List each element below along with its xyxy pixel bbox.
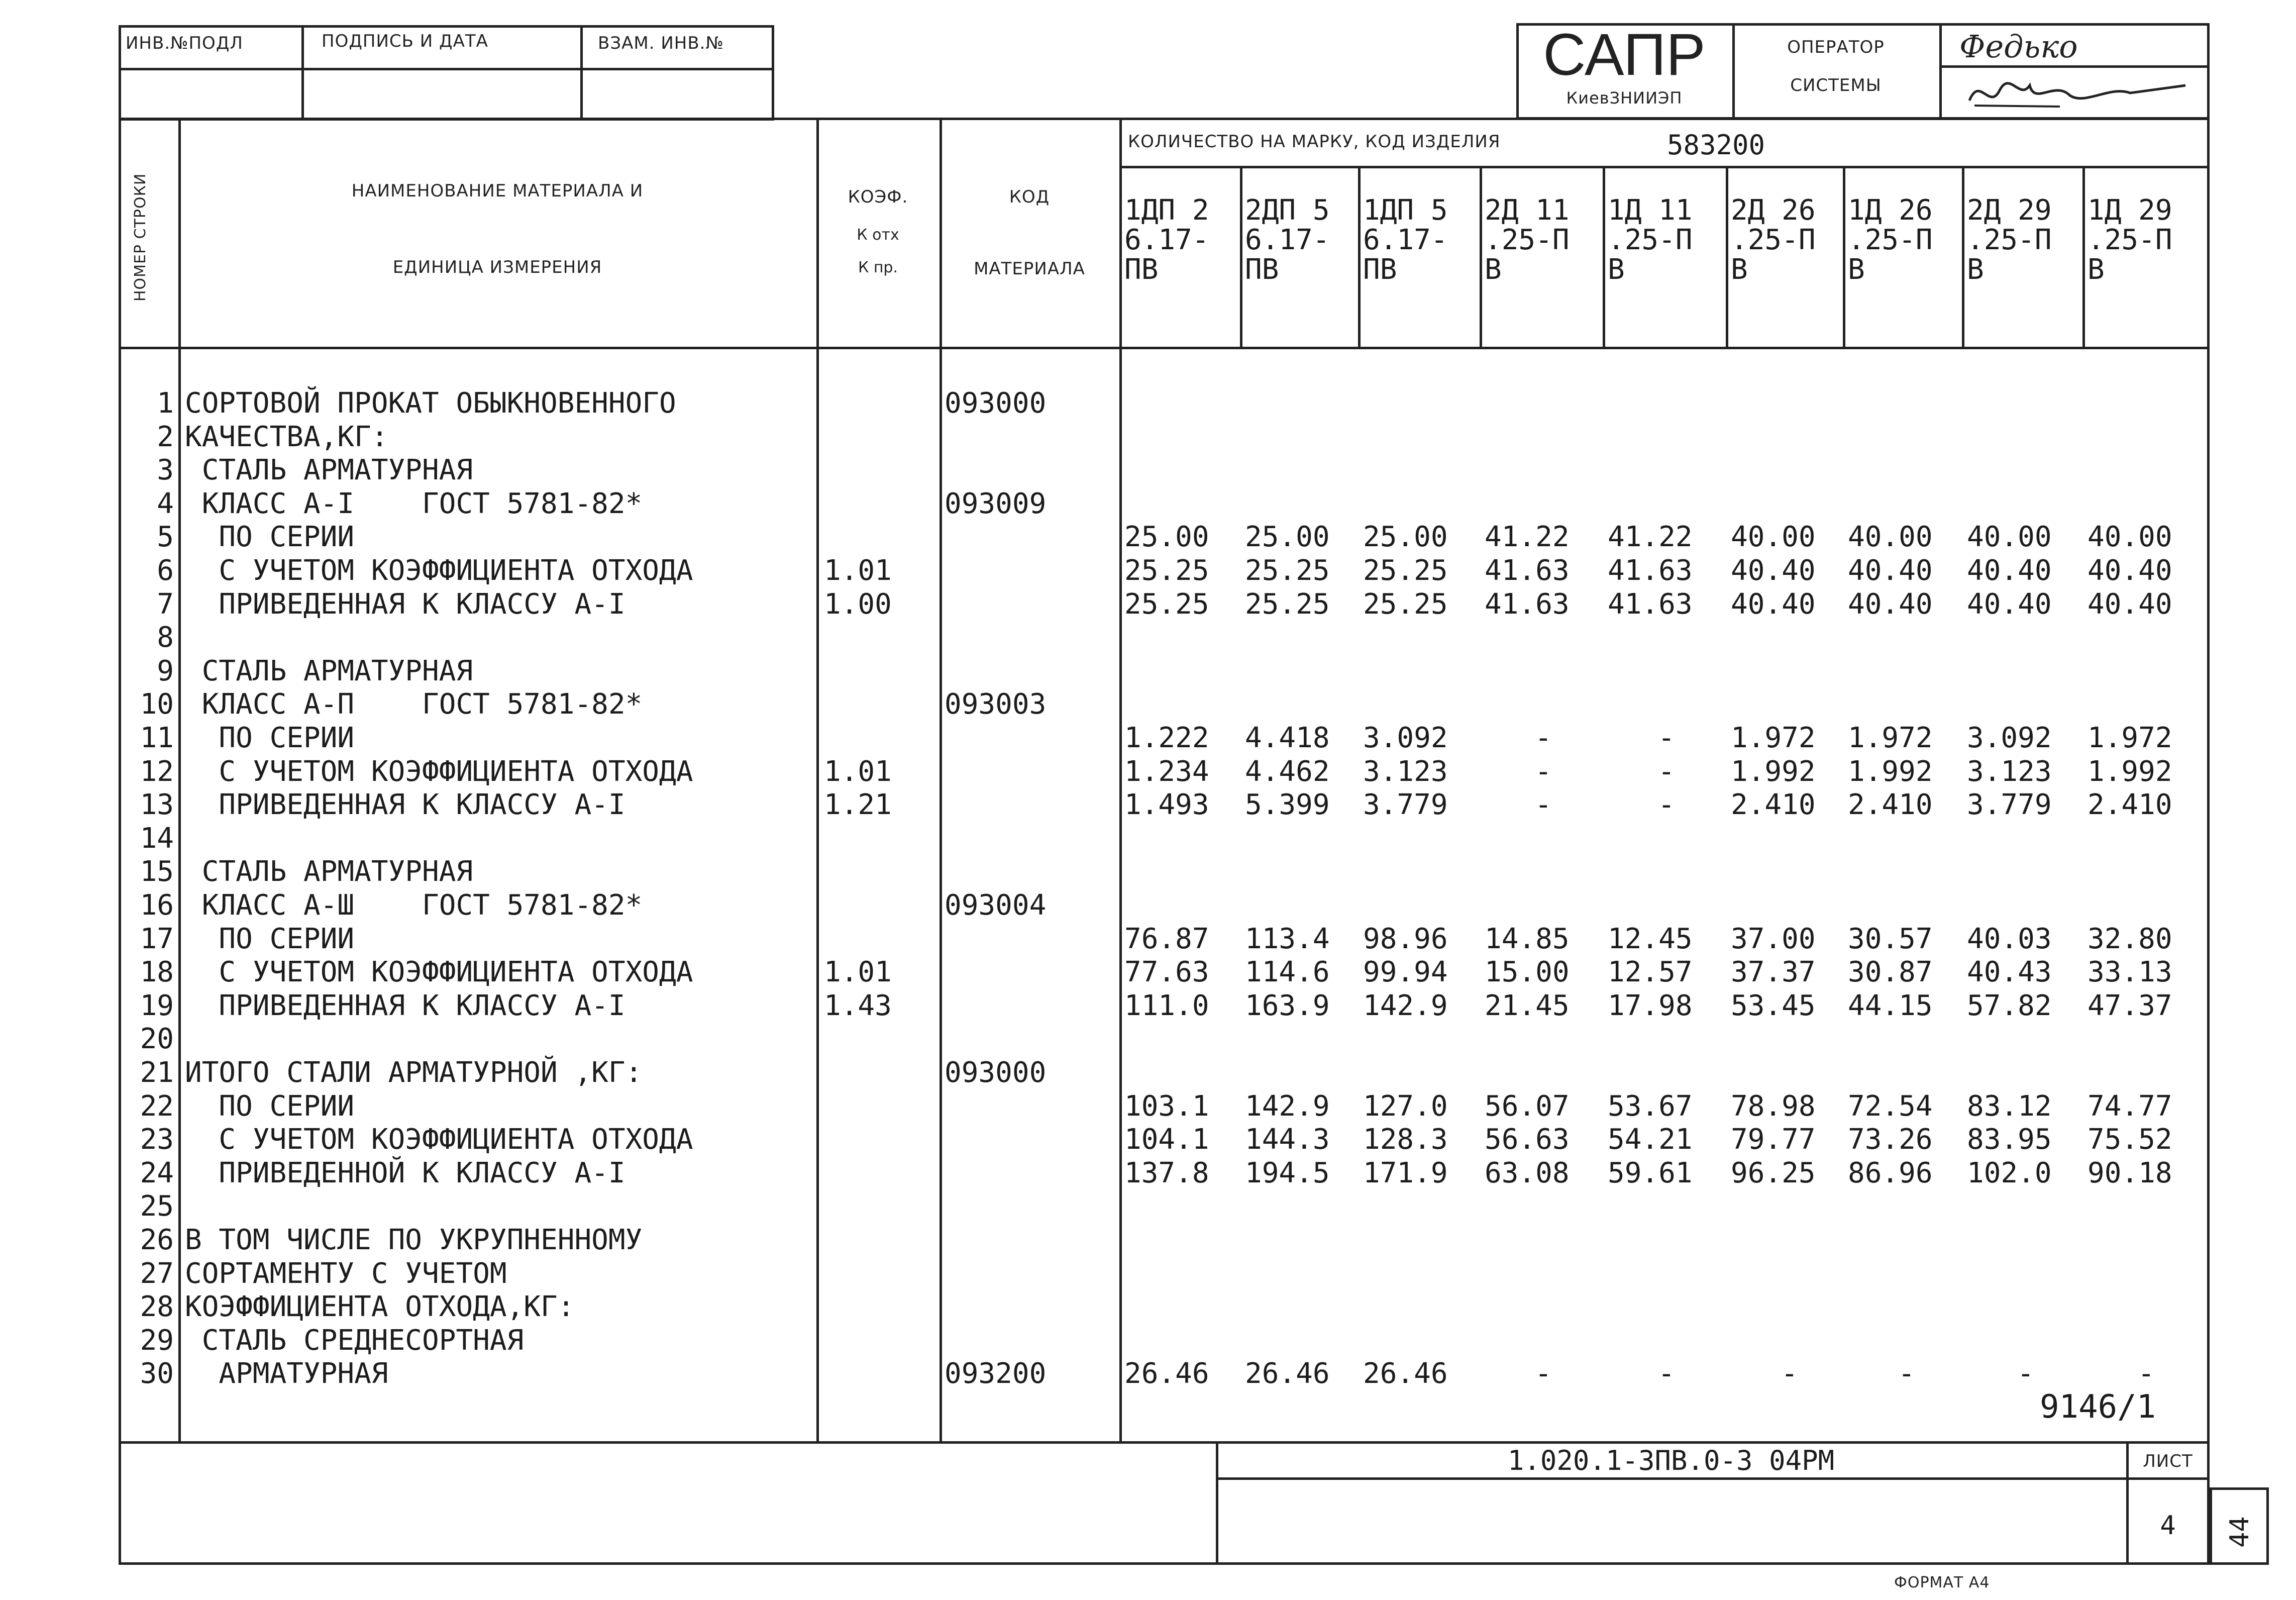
quantity-cell: 111.0 — [1124, 989, 1209, 1022]
quantity-cell: - — [1658, 722, 1675, 754]
row-number: 17 — [140, 923, 174, 955]
quantity-cell: 1.493 — [1124, 788, 1209, 821]
material-name: ПО СЕРИИ — [185, 521, 355, 553]
quantity-cell: 75.52 — [2088, 1123, 2172, 1156]
material-name: С УЧЕТОМ КОЭФФИЦИЕНТА ОТХОДА — [185, 1123, 693, 1156]
quantity-cell: - — [1535, 1357, 1552, 1390]
material-name: ПО СЕРИИ — [185, 722, 355, 754]
quantity-cell: - — [1535, 755, 1552, 788]
row-number-header: НОМЕР СТРОКИ — [132, 173, 149, 302]
side-number: 44 — [2225, 1516, 2255, 1548]
quantity-cell: 73.26 — [1848, 1123, 1933, 1156]
row-number: 5 — [157, 521, 174, 553]
quantity-cell: 40.40 — [2088, 588, 2172, 621]
quantity-cell: 77.63 — [1124, 956, 1209, 988]
row-number: 25 — [140, 1190, 174, 1223]
quantity-cell: 142.9 — [1363, 989, 1448, 1022]
quantity-cell: 26.46 — [1124, 1357, 1209, 1390]
row-number: 14 — [140, 822, 174, 855]
quantity-cell: 3.123 — [1967, 755, 2052, 788]
quantity-cell: 57.82 — [1967, 989, 2052, 1022]
quantity-cell: 102.0 — [1967, 1157, 2052, 1189]
material-name: С УЧЕТОМ КОЭФФИЦИЕНТА ОТХОДА — [185, 956, 693, 988]
operator-label: ОПЕРАТОР — [1787, 37, 1885, 57]
quantity-cell: 40.43 — [1967, 956, 2052, 988]
quantity-cell: 171.9 — [1363, 1157, 1448, 1189]
quantity-cell: 56.07 — [1485, 1090, 1570, 1123]
quantity-cell: 98.96 — [1363, 923, 1448, 955]
sapr-label: САПР — [1543, 22, 1706, 88]
quantity-cell: 194.5 — [1245, 1157, 1330, 1189]
quantity-cell: 41.22 — [1608, 521, 1693, 553]
inv-podl-label: ИНВ.№ПОДЛ — [126, 33, 243, 53]
quantity-cell: 40.40 — [1967, 554, 2052, 587]
material-code: 093200 — [945, 1357, 1047, 1390]
material-name: КОЭФФИЦИЕНТА ОТХОДА,КГ: — [185, 1290, 575, 1323]
quantity-cell: 2.410 — [1731, 788, 1816, 821]
material-name: СТАЛЬ АРМАТУРНАЯ — [185, 655, 473, 687]
material-code: 093000 — [945, 1056, 1047, 1089]
quantity-cell: 104.1 — [1124, 1123, 1209, 1156]
quantity-cell: 163.9 — [1245, 989, 1330, 1022]
quantity-cell: 25.25 — [1124, 554, 1209, 587]
quantity-cell: 40.40 — [1967, 588, 2052, 621]
material-name-header-2: ЕДИНИЦА ИЗМЕРЕНИЯ — [392, 257, 602, 277]
quantity-cell: - — [2017, 1357, 2034, 1390]
coefficient: 1.21 — [824, 788, 892, 821]
quantity-cell: - — [1535, 788, 1552, 821]
sheet-number: 4 — [2160, 1511, 2176, 1541]
quantity-cell: 3.123 — [1363, 755, 1448, 788]
quantity-cell: 33.13 — [2088, 956, 2172, 988]
coef-header-1: КОЭФ. — [848, 187, 908, 207]
quantity-cell: 1.992 — [1848, 755, 1933, 788]
mark-header: 1Д 11 .25-П В — [1608, 194, 1693, 286]
quantity-cell: 1.972 — [1848, 722, 1933, 754]
row-number: 8 — [157, 621, 174, 654]
quantity-cell: 59.61 — [1608, 1157, 1693, 1189]
mark-header: 2Д 29 .25-П В — [1967, 194, 2052, 286]
row-number: 16 — [140, 889, 174, 922]
quantity-cell: 41.63 — [1485, 588, 1570, 621]
quantity-cell: 3.092 — [1967, 722, 2052, 754]
row-number: 27 — [140, 1257, 174, 1290]
quantity-cell: 3.779 — [1363, 788, 1448, 821]
material-name: С УЧЕТОМ КОЭФФИЦИЕНТА ОТХОДА — [185, 554, 693, 587]
material-name: В ТОМ ЧИСЛЕ ПО УКРУПНЕННОМУ — [185, 1224, 643, 1256]
quantity-cell: 1.992 — [2088, 755, 2172, 788]
row-number: 13 — [140, 788, 174, 821]
material-name: ПРИВЕДЕННАЯ К КЛАССУ А-I — [185, 588, 625, 621]
format-label: ФОРМАТ А4 — [1894, 1574, 1990, 1591]
quantity-cell: 78.98 — [1731, 1090, 1816, 1123]
row-number: 22 — [140, 1090, 174, 1123]
row-number: 28 — [140, 1290, 174, 1323]
document-code: 1.020.1-ЗПВ.0-3 04РМ — [1507, 1445, 1835, 1476]
material-name: АРМАТУРНАЯ — [185, 1357, 388, 1390]
quantity-cell: 40.00 — [1967, 521, 2052, 553]
material-name: СОРТОВОЙ ПРОКАТ ОБЫКНОВЕННОГО — [185, 387, 676, 420]
mark-header: 2Д 26 .25-П В — [1731, 194, 1816, 286]
row-number: 3 — [157, 454, 174, 486]
mark-header: 1ДП 5 6.17- ПВ — [1363, 194, 1448, 286]
vzam-inv-label: ВЗАМ. ИНВ.№ — [598, 33, 724, 53]
quantity-cell: 40.40 — [1848, 554, 1933, 587]
quantity-cell: - — [1658, 788, 1675, 821]
material-name-header-1: НАИМЕНОВАНИЕ МАТЕРИАЛА И — [351, 181, 644, 201]
quantity-cell: 53.45 — [1731, 989, 1816, 1022]
row-number: 9 — [157, 655, 174, 687]
quantity-cell: 40.40 — [1731, 554, 1816, 587]
product-code: 583200 — [1667, 129, 1765, 161]
quantity-cell: 103.1 — [1124, 1090, 1209, 1123]
material-name: ПРИВЕДЕННАЯ К КЛАССУ А-I — [185, 989, 625, 1022]
quantity-cell: 53.67 — [1608, 1090, 1693, 1123]
row-number: 4 — [157, 487, 174, 520]
quantity-cell: 86.96 — [1848, 1157, 1933, 1189]
coef-header-2: К отх — [857, 226, 899, 244]
quantity-cell: 40.40 — [1848, 588, 1933, 621]
quantity-cell: 41.63 — [1608, 554, 1693, 587]
quantity-cell: - — [1781, 1357, 1798, 1390]
mark-header: 1Д 26 .25-П В — [1848, 194, 1933, 286]
quantity-cell: 40.40 — [1731, 588, 1816, 621]
quantity-cell: 40.03 — [1967, 923, 2052, 955]
quantity-cell: 40.40 — [2088, 554, 2172, 587]
row-number: 1 — [157, 387, 174, 420]
quantity-cell: 74.77 — [2088, 1090, 2172, 1123]
material-name: КЛАСС А-П ГОСТ 5781-82* — [185, 688, 643, 721]
quantity-cell: 114.6 — [1245, 956, 1330, 988]
row-number: 29 — [140, 1324, 174, 1357]
quantity-cell: 30.87 — [1848, 956, 1933, 988]
quantity-cell: 37.37 — [1731, 956, 1816, 988]
quantity-cell: 41.63 — [1608, 588, 1693, 621]
quantity-cell: 17.98 — [1608, 989, 1693, 1022]
quantity-cell: 1.234 — [1124, 755, 1209, 788]
podpis-data-label: ПОДПИСЬ И ДАТА — [322, 31, 488, 51]
row-number: 19 — [140, 989, 174, 1022]
quantity-cell: 15.00 — [1485, 956, 1570, 988]
quantity-cell: 3.092 — [1363, 722, 1448, 754]
row-number: 30 — [140, 1357, 174, 1390]
code-header-2: МАТЕРИАЛА — [974, 259, 1085, 279]
coef-header-3: К пр. — [858, 259, 898, 276]
material-name: ПРИВЕДЕННОЙ К КЛАССУ А-I — [185, 1157, 625, 1189]
quantity-cell: 25.25 — [1363, 588, 1448, 621]
quantity-cell: 1.992 — [1731, 755, 1816, 788]
quantity-cell: 25.25 — [1245, 554, 1330, 587]
quantity-cell: 144.3 — [1245, 1123, 1330, 1156]
material-code: 093004 — [945, 889, 1047, 922]
row-number: 12 — [140, 755, 174, 788]
quantity-cell: 5.399 — [1245, 788, 1330, 821]
quantity-cell: 128.3 — [1363, 1123, 1448, 1156]
operator-signature — [1959, 70, 2201, 116]
coefficient: 1.01 — [824, 755, 892, 788]
material-name: ПРИВЕДЕННАЯ К КЛАССУ А-I — [185, 788, 625, 821]
quantity-cell: 137.8 — [1124, 1157, 1209, 1189]
quantity-cell: 2.410 — [1848, 788, 1933, 821]
material-name: СТАЛЬ АРМАТУРНАЯ — [185, 855, 473, 888]
quantity-cell: 4.418 — [1245, 722, 1330, 754]
quantity-cell: 40.00 — [1848, 521, 1933, 553]
quantity-cell: 3.779 — [1967, 788, 2052, 821]
row-number: 15 — [140, 855, 174, 888]
quantity-cell: 12.57 — [1608, 956, 1693, 988]
quantity-cell: 127.0 — [1363, 1090, 1448, 1123]
row-number: 23 — [140, 1123, 174, 1156]
quantity-cell: 4.462 — [1245, 755, 1330, 788]
quantity-cell: 1.222 — [1124, 722, 1209, 754]
quantity-cell: 41.63 — [1485, 554, 1570, 587]
quantity-cell: 37.00 — [1731, 923, 1816, 955]
quantity-cell: 72.54 — [1848, 1090, 1933, 1123]
row-number: 7 — [157, 588, 174, 621]
code-header-1: КОД — [1009, 187, 1050, 207]
mark-header: 2ДП 5 6.17- ПВ — [1245, 194, 1330, 286]
quantity-cell: 79.77 — [1731, 1123, 1816, 1156]
row-number: 24 — [140, 1157, 174, 1189]
material-name: ПО СЕРИИ — [185, 1090, 355, 1123]
quantity-cell: 83.95 — [1967, 1123, 2052, 1156]
quantity-cell: 1.972 — [2088, 722, 2172, 754]
quantity-cell: 54.21 — [1608, 1123, 1693, 1156]
quantity-cell: 14.85 — [1485, 923, 1570, 955]
coefficient: 1.01 — [824, 554, 892, 587]
quantity-cell: - — [2138, 1357, 2155, 1390]
quantity-cell: 142.9 — [1245, 1090, 1330, 1123]
quantity-cell: 47.37 — [2088, 989, 2172, 1022]
material-name: С УЧЕТОМ КОЭФФИЦИЕНТА ОТХОДА — [185, 755, 693, 788]
quantity-cell: 25.25 — [1245, 588, 1330, 621]
row-number: 21 — [140, 1056, 174, 1089]
quantity-header: КОЛИЧЕСТВО НА МАРКУ, КОД ИЗДЕЛИЯ — [1128, 132, 1501, 152]
order-number: 9146/1 — [2040, 1388, 2156, 1426]
material-name: СОРТАМЕНТУ С УЧЕТОМ — [185, 1257, 507, 1290]
quantity-cell: 1.972 — [1731, 722, 1816, 754]
quantity-cell: 26.46 — [1245, 1357, 1330, 1390]
material-name: КЛАСС А-I ГОСТ 5781-82* — [185, 487, 643, 520]
quantity-cell: 12.45 — [1608, 923, 1693, 955]
quantity-cell: 96.25 — [1731, 1157, 1816, 1189]
row-number: 20 — [140, 1023, 174, 1055]
material-code: 093009 — [945, 487, 1047, 520]
mark-header: 1Д 29 .25-П В — [2088, 194, 2172, 286]
row-number: 10 — [140, 688, 174, 721]
quantity-cell: 83.12 — [1967, 1090, 2052, 1123]
material-name: СТАЛЬ АРМАТУРНАЯ — [185, 454, 473, 486]
material-name: ПО СЕРИИ — [185, 923, 355, 955]
quantity-cell: - — [1658, 755, 1675, 788]
row-number: 18 — [140, 956, 174, 988]
quantity-cell: 25.25 — [1124, 588, 1209, 621]
quantity-cell: 25.25 — [1363, 554, 1448, 587]
quantity-cell: - — [1898, 1357, 1915, 1390]
quantity-cell: 21.45 — [1485, 989, 1570, 1022]
mark-header: 1ДП 2 6.17- ПВ — [1124, 194, 1209, 286]
quantity-cell: 25.00 — [1363, 521, 1448, 553]
row-number: 11 — [140, 722, 174, 754]
material-name: ИТОГО СТАЛИ АРМАТУРНОЙ ,КГ: — [185, 1056, 643, 1089]
mark-header: 2Д 11 .25-П В — [1485, 194, 1570, 286]
quantity-cell: 44.15 — [1848, 989, 1933, 1022]
quantity-cell: 99.94 — [1363, 956, 1448, 988]
quantity-cell: 30.57 — [1848, 923, 1933, 955]
quantity-cell: 2.410 — [2088, 788, 2172, 821]
quantity-cell: 32.80 — [2088, 923, 2172, 955]
row-number: 2 — [157, 421, 174, 453]
operator-name: Федько — [1959, 28, 2078, 65]
coefficient: 1.00 — [824, 588, 892, 621]
system-label: СИСТЕМЫ — [1790, 75, 1882, 95]
quantity-cell: 26.46 — [1363, 1357, 1448, 1390]
quantity-cell: 56.63 — [1485, 1123, 1570, 1156]
coefficient: 1.01 — [824, 956, 892, 988]
quantity-cell: 76.87 — [1124, 923, 1209, 955]
row-number: 26 — [140, 1224, 174, 1256]
coefficient: 1.43 — [824, 989, 892, 1022]
material-name: КЛАСС А-Ш ГОСТ 5781-82* — [185, 889, 643, 922]
sheet-label: ЛИСТ — [2143, 1451, 2193, 1471]
quantity-cell: 40.00 — [2088, 521, 2172, 553]
quantity-cell: 113.4 — [1245, 923, 1330, 955]
institute-label: КиевЗНИИЭП — [1566, 88, 1683, 108]
quantity-cell: 41.22 — [1485, 521, 1570, 553]
material-name: КАЧЕСТВА,КГ: — [185, 421, 388, 453]
quantity-cell: - — [1658, 1357, 1675, 1390]
quantity-cell: 25.00 — [1245, 521, 1330, 553]
quantity-cell: 63.08 — [1485, 1157, 1570, 1189]
quantity-cell: 40.00 — [1731, 521, 1816, 553]
quantity-cell: 90.18 — [2088, 1157, 2172, 1189]
material-name: СТАЛЬ СРЕДНЕСОРТНАЯ — [185, 1324, 524, 1357]
row-number: 6 — [157, 554, 174, 587]
material-code: 093000 — [945, 387, 1047, 420]
material-code: 093003 — [945, 688, 1047, 721]
quantity-cell: - — [1535, 722, 1552, 754]
quantity-cell: 25.00 — [1124, 521, 1209, 553]
